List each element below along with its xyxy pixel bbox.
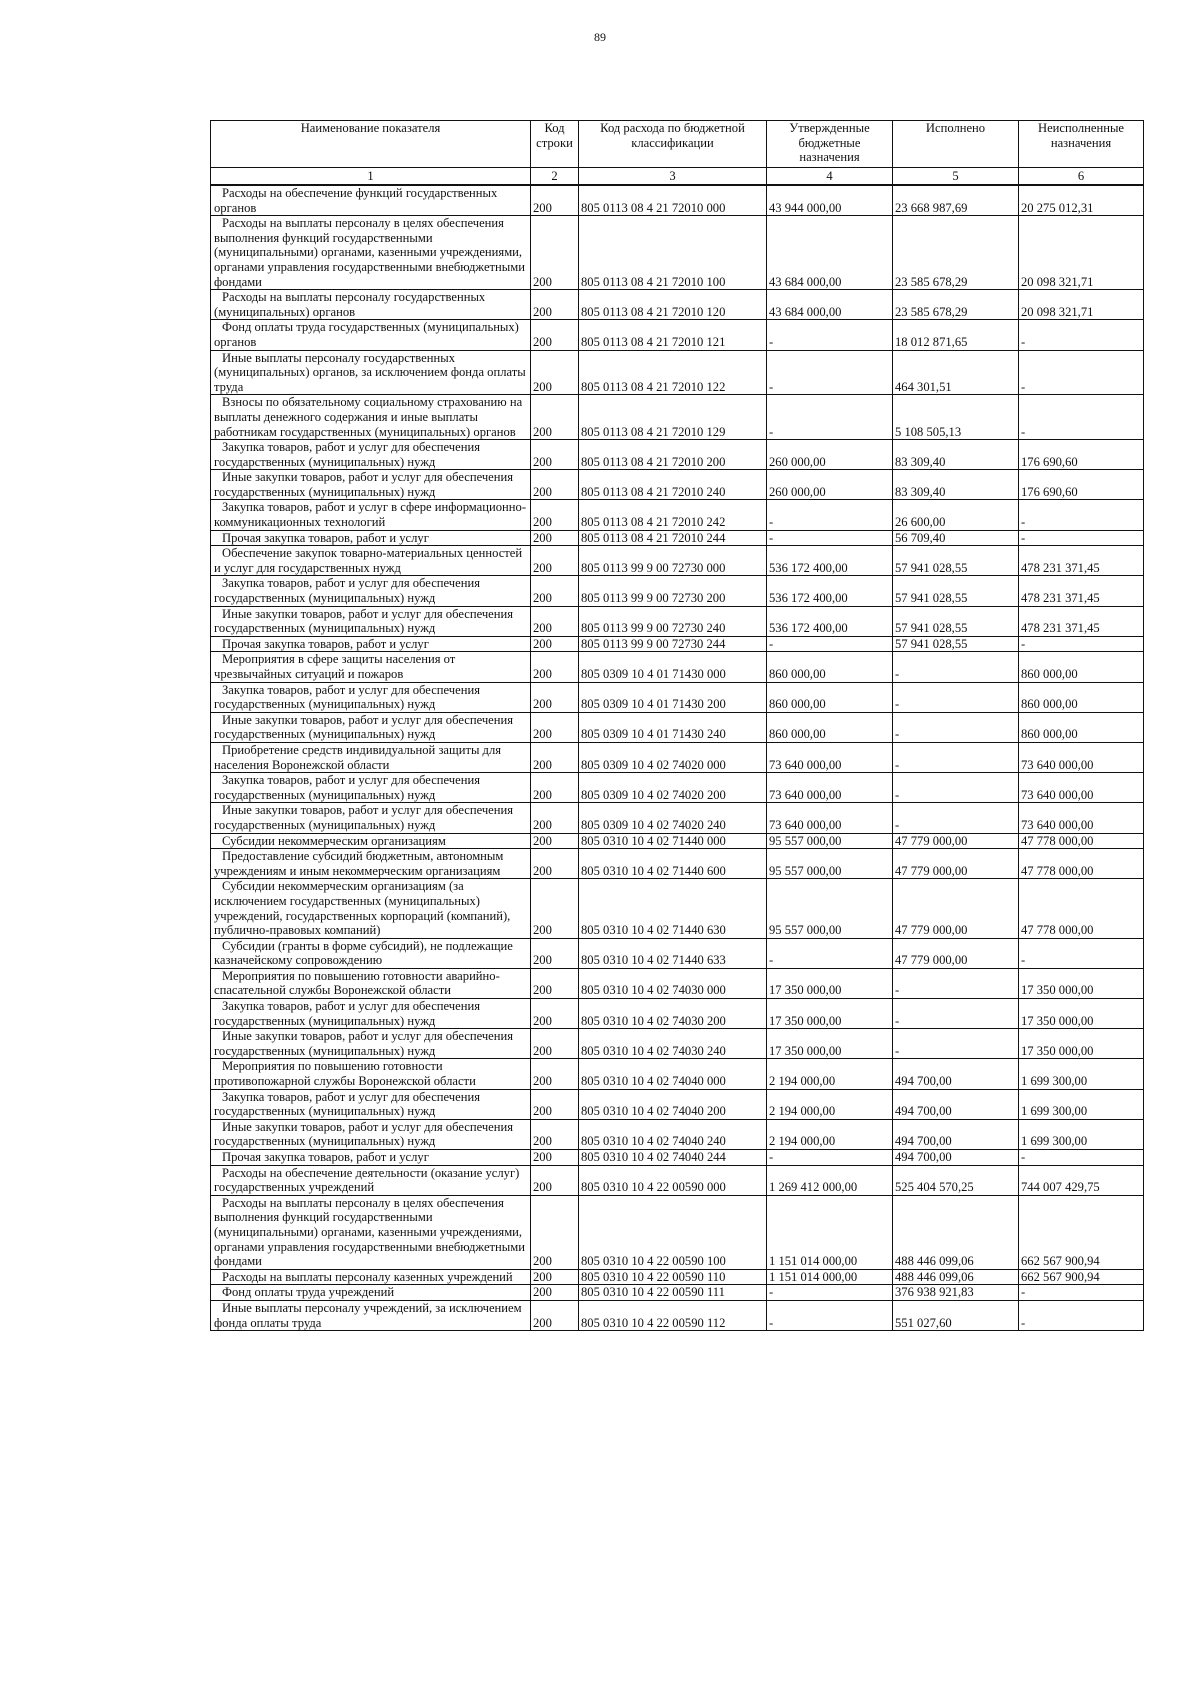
row-budget-class-code: 805 0310 10 4 02 74040 200 [579, 1089, 767, 1119]
row-line-code: 200 [531, 1195, 579, 1269]
row-budget-class-code: 805 0113 08 4 21 72010 240 [579, 470, 767, 500]
row-approved: - [767, 350, 893, 395]
row-name: Иные закупки товаров, работ и услуг для обеспечения государственных (муниципальных) нужд [211, 1029, 531, 1059]
row-budget-class-code: 805 0309 10 4 02 74020 000 [579, 742, 767, 772]
table-row [211, 546, 1144, 576]
row-approved: - [767, 938, 893, 968]
row-executed: - [893, 968, 1019, 998]
row-executed: 56 709,40 [893, 530, 1019, 546]
row-name: Закупка товаров, работ и услуг для обеспечения государственных (муниципальных) нужд [211, 999, 531, 1029]
row-approved: 17 350 000,00 [767, 999, 893, 1029]
row-unexecuted: 662 567 900,94 [1019, 1195, 1144, 1269]
row-unexecuted: 73 640 000,00 [1019, 773, 1144, 803]
row-unexecuted: - [1019, 1285, 1144, 1301]
row-approved: 95 557 000,00 [767, 849, 893, 879]
row-line-code: 200 [531, 1300, 579, 1330]
row-name: Взносы по обязательному социальному страхованию на выплаты денежного содержания и иные выплаты работникам государственных (муниципальных) органов [211, 395, 531, 440]
table-row [211, 999, 1144, 1029]
row-unexecuted: - [1019, 636, 1144, 652]
row-name: Субсидии (гранты в форме субсидий), не подлежащие казначейскому сопровождению [211, 938, 531, 968]
table-row [211, 636, 1144, 652]
row-line-code: 200 [531, 290, 579, 320]
table-row [211, 1059, 1144, 1089]
row-approved: 95 557 000,00 [767, 879, 893, 938]
table-row [211, 773, 1144, 803]
row-executed: - [893, 1029, 1019, 1059]
row-unexecuted: 860 000,00 [1019, 682, 1144, 712]
row-executed: 57 941 028,55 [893, 606, 1019, 636]
row-executed: - [893, 682, 1019, 712]
row-approved: 860 000,00 [767, 652, 893, 682]
row-budget-class-code: 805 0310 10 4 22 00590 110 [579, 1269, 767, 1285]
column-number: 3 [579, 168, 767, 186]
row-approved: 2 194 000,00 [767, 1059, 893, 1089]
row-name: Предоставление субсидий бюджетным, автономным учреждениям и иным некоммерческим организациям [211, 849, 531, 879]
row-executed: 83 309,40 [893, 470, 1019, 500]
row-line-code: 200 [531, 849, 579, 879]
row-line-code: 200 [531, 682, 579, 712]
row-budget-class-code: 805 0113 99 9 00 72730 200 [579, 576, 767, 606]
row-budget-class-code: 805 0113 08 4 21 72010 120 [579, 290, 767, 320]
row-approved: 1 151 014 000,00 [767, 1195, 893, 1269]
row-executed: 525 404 570,25 [893, 1165, 1019, 1195]
row-budget-class-code: 805 0309 10 4 01 71430 200 [579, 682, 767, 712]
row-unexecuted: 17 350 000,00 [1019, 1029, 1144, 1059]
row-line-code: 200 [531, 216, 579, 290]
header-approved: Утвержденные бюджетные назначения [767, 121, 893, 168]
row-name: Прочая закупка товаров, работ и услуг [211, 530, 531, 546]
row-line-code: 200 [531, 803, 579, 833]
row-executed: 47 779 000,00 [893, 879, 1019, 938]
row-approved: 43 944 000,00 [767, 185, 893, 216]
row-name: Расходы на выплаты персоналу казенных учреждений [211, 1269, 531, 1285]
table-row [211, 440, 1144, 470]
row-approved: 1 151 014 000,00 [767, 1269, 893, 1285]
table-row [211, 290, 1144, 320]
row-line-code: 200 [531, 320, 579, 350]
row-line-code: 200 [531, 1285, 579, 1301]
row-approved: 2 194 000,00 [767, 1089, 893, 1119]
row-budget-class-code: 805 0310 10 4 02 71440 600 [579, 849, 767, 879]
header-budget-class-code: Код расхода по бюджетной классификации [579, 121, 767, 168]
row-unexecuted: 20 098 321,71 [1019, 216, 1144, 290]
row-budget-class-code: 805 0309 10 4 02 74020 240 [579, 803, 767, 833]
table-row [211, 1165, 1144, 1195]
row-line-code: 200 [531, 652, 579, 682]
row-name: Иные закупки товаров, работ и услуг для обеспечения государственных (муниципальных) нужд [211, 803, 531, 833]
row-budget-class-code: 805 0309 10 4 01 71430 240 [579, 712, 767, 742]
row-approved: - [767, 1150, 893, 1166]
row-unexecuted: 20 098 321,71 [1019, 290, 1144, 320]
row-name: Закупка товаров, работ и услуг в сфере информационно-коммуникационных технологий [211, 500, 531, 530]
row-budget-class-code: 805 0310 10 4 02 74030 240 [579, 1029, 767, 1059]
row-line-code: 200 [531, 938, 579, 968]
row-name: Обеспечение закупок товарно-материальных ценностей и услуг для государственных нужд [211, 546, 531, 576]
row-unexecuted: 20 275 012,31 [1019, 185, 1144, 216]
row-name: Мероприятия по повышению готовности противопожарной службы Воронежской области [211, 1059, 531, 1089]
row-line-code: 200 [531, 470, 579, 500]
row-approved: 73 640 000,00 [767, 803, 893, 833]
row-budget-class-code: 805 0310 10 4 22 00590 100 [579, 1195, 767, 1269]
table-row [211, 1150, 1144, 1166]
column-number: 6 [1019, 168, 1144, 186]
row-line-code: 200 [531, 833, 579, 849]
column-number: 1 [211, 168, 531, 186]
column-number: 5 [893, 168, 1019, 186]
row-line-code: 200 [531, 879, 579, 938]
row-budget-class-code: 805 0310 10 4 02 71440 630 [579, 879, 767, 938]
row-budget-class-code: 805 0113 99 9 00 72730 240 [579, 606, 767, 636]
row-name: Закупка товаров, работ и услуг для обеспечения государственных (муниципальных) нужд [211, 773, 531, 803]
row-executed: 83 309,40 [893, 440, 1019, 470]
row-executed: 57 941 028,55 [893, 636, 1019, 652]
row-executed: - [893, 773, 1019, 803]
row-budget-class-code: 805 0310 10 4 02 71440 633 [579, 938, 767, 968]
row-unexecuted: - [1019, 530, 1144, 546]
row-name: Расходы на обеспечение функций государственных органов [211, 185, 531, 216]
table-row [211, 1195, 1144, 1269]
row-executed: 57 941 028,55 [893, 546, 1019, 576]
row-name: Закупка товаров, работ и услуг для обеспечения государственных (муниципальных) нужд [211, 682, 531, 712]
row-name: Расходы на выплаты персоналу в целях обеспечения выполнения функций государственными (муниципальными) органами, казенными учреждениями, органами управления государственными внебюджетными фондами [211, 216, 531, 290]
row-approved: 17 350 000,00 [767, 968, 893, 998]
row-name: Расходы на выплаты персоналу государственных (муниципальных) органов [211, 290, 531, 320]
row-line-code: 200 [531, 1165, 579, 1195]
row-budget-class-code: 805 0113 08 4 21 72010 121 [579, 320, 767, 350]
row-unexecuted: 73 640 000,00 [1019, 742, 1144, 772]
row-unexecuted: 1 699 300,00 [1019, 1089, 1144, 1119]
row-line-code: 200 [531, 350, 579, 395]
row-line-code: 200 [531, 185, 579, 216]
row-line-code: 200 [531, 1150, 579, 1166]
row-name: Приобретение средств индивидуальной защиты для населения Воронежской области [211, 742, 531, 772]
row-budget-class-code: 805 0310 10 4 22 00590 112 [579, 1300, 767, 1330]
row-line-code: 200 [531, 1269, 579, 1285]
row-line-code: 200 [531, 773, 579, 803]
row-unexecuted: 1 699 300,00 [1019, 1059, 1144, 1089]
table-row [211, 350, 1144, 395]
budget-execution-table [210, 120, 1144, 1331]
row-approved: 1 269 412 000,00 [767, 1165, 893, 1195]
row-executed: 5 108 505,13 [893, 395, 1019, 440]
row-approved: 860 000,00 [767, 712, 893, 742]
row-budget-class-code: 805 0309 10 4 02 74020 200 [579, 773, 767, 803]
table-row [211, 1029, 1144, 1059]
table-row [211, 320, 1144, 350]
row-line-code: 200 [531, 1029, 579, 1059]
row-name: Иные закупки товаров, работ и услуг для обеспечения государственных (муниципальных) нужд [211, 1119, 531, 1149]
row-line-code: 200 [531, 968, 579, 998]
table-row [211, 652, 1144, 682]
row-unexecuted: - [1019, 938, 1144, 968]
row-approved: - [767, 1285, 893, 1301]
row-budget-class-code: 805 0310 10 4 22 00590 000 [579, 1165, 767, 1195]
row-name: Прочая закупка товаров, работ и услуг [211, 636, 531, 652]
row-budget-class-code: 805 0113 08 4 21 72010 122 [579, 350, 767, 395]
row-unexecuted: 662 567 900,94 [1019, 1269, 1144, 1285]
table-row [211, 1300, 1144, 1330]
row-approved: 95 557 000,00 [767, 833, 893, 849]
row-line-code: 200 [531, 1119, 579, 1149]
row-unexecuted: 860 000,00 [1019, 652, 1144, 682]
row-executed: 494 700,00 [893, 1089, 1019, 1119]
row-approved: 536 172 400,00 [767, 606, 893, 636]
row-budget-class-code: 805 0113 08 4 21 72010 244 [579, 530, 767, 546]
table-row [211, 216, 1144, 290]
row-unexecuted: 478 231 371,45 [1019, 576, 1144, 606]
row-approved: - [767, 395, 893, 440]
row-name: Субсидии некоммерческим организациям (за исключением государственных (муниципальных) учреждений, государственных корпораций (компаний), публично-правовых компаний) [211, 879, 531, 938]
row-executed: 18 012 871,65 [893, 320, 1019, 350]
header-executed: Исполнено [893, 121, 1019, 168]
row-name: Иные закупки товаров, работ и услуг для обеспечения государственных (муниципальных) нужд [211, 606, 531, 636]
row-executed: 47 779 000,00 [893, 938, 1019, 968]
row-executed: 376 938 921,83 [893, 1285, 1019, 1301]
row-approved: 73 640 000,00 [767, 742, 893, 772]
table-row [211, 1285, 1144, 1301]
row-name: Прочая закупка товаров, работ и услуг [211, 1150, 531, 1166]
row-unexecuted: 47 778 000,00 [1019, 879, 1144, 938]
row-name: Субсидии некоммерческим организациям [211, 833, 531, 849]
row-approved: - [767, 500, 893, 530]
row-budget-class-code: 805 0113 08 4 21 72010 129 [579, 395, 767, 440]
row-name: Закупка товаров, работ и услуг для обеспечения государственных (муниципальных) нужд [211, 576, 531, 606]
table-row [211, 576, 1144, 606]
row-name: Иные выплаты персоналу государственных (муниципальных) органов, за исключением фонда оплаты труда [211, 350, 531, 395]
row-name: Расходы на выплаты персоналу в целях обеспечения выполнения функций государственными (муниципальными) органами, казенными учреждениями, органами управления государственными внебюджетными фондами [211, 1195, 531, 1269]
column-number: 4 [767, 168, 893, 186]
row-line-code: 200 [531, 636, 579, 652]
table-row [211, 185, 1144, 216]
row-line-code: 200 [531, 440, 579, 470]
column-number: 2 [531, 168, 579, 186]
table-row [211, 879, 1144, 938]
row-unexecuted: - [1019, 395, 1144, 440]
row-unexecuted: 17 350 000,00 [1019, 999, 1144, 1029]
table-row [211, 470, 1144, 500]
row-budget-class-code: 805 0310 10 4 02 74030 200 [579, 999, 767, 1029]
row-executed: 23 668 987,69 [893, 185, 1019, 216]
row-approved: 43 684 000,00 [767, 290, 893, 320]
row-unexecuted: - [1019, 320, 1144, 350]
table-row [211, 742, 1144, 772]
row-approved: 260 000,00 [767, 470, 893, 500]
table-header-row [211, 121, 1144, 168]
table-row [211, 395, 1144, 440]
row-unexecuted: - [1019, 350, 1144, 395]
row-approved: 2 194 000,00 [767, 1119, 893, 1149]
row-unexecuted: 47 778 000,00 [1019, 833, 1144, 849]
row-budget-class-code: 805 0310 10 4 02 71440 000 [579, 833, 767, 849]
row-unexecuted: 73 640 000,00 [1019, 803, 1144, 833]
row-budget-class-code: 805 0309 10 4 01 71430 000 [579, 652, 767, 682]
row-unexecuted: 176 690,60 [1019, 440, 1144, 470]
row-approved: - [767, 530, 893, 546]
row-line-code: 200 [531, 546, 579, 576]
row-budget-class-code: 805 0113 08 4 21 72010 242 [579, 500, 767, 530]
table-row [211, 938, 1144, 968]
row-name: Закупка товаров, работ и услуг для обеспечения государственных (муниципальных) нужд [211, 440, 531, 470]
row-approved: 260 000,00 [767, 440, 893, 470]
row-line-code: 200 [531, 712, 579, 742]
row-name: Иные выплаты персоналу учреждений, за исключением фонда оплаты труда [211, 1300, 531, 1330]
row-unexecuted: 176 690,60 [1019, 470, 1144, 500]
row-budget-class-code: 805 0113 08 4 21 72010 200 [579, 440, 767, 470]
row-approved: 43 684 000,00 [767, 216, 893, 290]
row-line-code: 200 [531, 500, 579, 530]
table-row [211, 712, 1144, 742]
row-line-code: 200 [531, 576, 579, 606]
row-executed: 47 779 000,00 [893, 833, 1019, 849]
row-line-code: 200 [531, 999, 579, 1029]
row-line-code: 200 [531, 1089, 579, 1119]
row-name: Мероприятия в сфере защиты населения от чрезвычайных ситуаций и пожаров [211, 652, 531, 682]
row-line-code: 200 [531, 606, 579, 636]
row-approved: - [767, 320, 893, 350]
row-approved: 536 172 400,00 [767, 546, 893, 576]
row-line-code: 200 [531, 395, 579, 440]
row-budget-class-code: 805 0310 10 4 22 00590 111 [579, 1285, 767, 1301]
row-name: Фонд оплаты труда государственных (муниципальных) органов [211, 320, 531, 350]
row-budget-class-code: 805 0113 08 4 21 72010 000 [579, 185, 767, 216]
row-unexecuted: 17 350 000,00 [1019, 968, 1144, 998]
row-executed: 551 027,60 [893, 1300, 1019, 1330]
table-row [211, 606, 1144, 636]
table-row [211, 1269, 1144, 1285]
row-approved: - [767, 636, 893, 652]
row-approved: 536 172 400,00 [767, 576, 893, 606]
row-unexecuted: - [1019, 1150, 1144, 1166]
column-numbers-row [211, 168, 1144, 186]
page-number: 89 [594, 30, 606, 44]
row-executed: 26 600,00 [893, 500, 1019, 530]
row-name: Фонд оплаты труда учреждений [211, 1285, 531, 1301]
row-executed: 494 700,00 [893, 1059, 1019, 1089]
row-budget-class-code: 805 0113 08 4 21 72010 100 [579, 216, 767, 290]
row-executed: 494 700,00 [893, 1150, 1019, 1166]
row-name: Расходы на обеспечение деятельности (оказание услуг) государственных учреждений [211, 1165, 531, 1195]
table-body [211, 185, 1144, 1331]
row-executed: 57 941 028,55 [893, 576, 1019, 606]
row-approved: 860 000,00 [767, 682, 893, 712]
row-executed: - [893, 803, 1019, 833]
row-budget-class-code: 805 0310 10 4 02 74030 000 [579, 968, 767, 998]
row-unexecuted: 1 699 300,00 [1019, 1119, 1144, 1149]
row-approved: 73 640 000,00 [767, 773, 893, 803]
row-budget-class-code: 805 0113 99 9 00 72730 244 [579, 636, 767, 652]
row-line-code: 200 [531, 742, 579, 772]
header-line-code: Код строки [531, 121, 579, 168]
row-unexecuted: 478 231 371,45 [1019, 606, 1144, 636]
row-unexecuted: 860 000,00 [1019, 712, 1144, 742]
row-name: Иные закупки товаров, работ и услуг для обеспечения государственных (муниципальных) нужд [211, 470, 531, 500]
row-executed: 488 446 099,06 [893, 1269, 1019, 1285]
row-name: Закупка товаров, работ и услуг для обеспечения государственных (муниципальных) нужд [211, 1089, 531, 1119]
row-budget-class-code: 805 0113 99 9 00 72730 000 [579, 546, 767, 576]
row-unexecuted: 744 007 429,75 [1019, 1165, 1144, 1195]
row-executed: - [893, 712, 1019, 742]
table-row [211, 500, 1144, 530]
row-executed: - [893, 652, 1019, 682]
table-row [211, 833, 1144, 849]
table-row [211, 968, 1144, 998]
row-name: Мероприятия по повышению готовности аварийно-спасательной службы Воронежской области [211, 968, 531, 998]
table-row [211, 1089, 1144, 1119]
row-budget-class-code: 805 0310 10 4 02 74040 240 [579, 1119, 767, 1149]
row-unexecuted: 478 231 371,45 [1019, 546, 1144, 576]
row-executed: 47 779 000,00 [893, 849, 1019, 879]
row-executed: 488 446 099,06 [893, 1195, 1019, 1269]
row-name: Иные закупки товаров, работ и услуг для обеспечения государственных (муниципальных) нужд [211, 712, 531, 742]
row-executed: 23 585 678,29 [893, 216, 1019, 290]
table-row [211, 849, 1144, 879]
row-unexecuted: - [1019, 1300, 1144, 1330]
row-executed: - [893, 742, 1019, 772]
row-executed: - [893, 999, 1019, 1029]
row-line-code: 200 [531, 1059, 579, 1089]
row-unexecuted: - [1019, 500, 1144, 530]
row-unexecuted: 47 778 000,00 [1019, 849, 1144, 879]
table-row [211, 803, 1144, 833]
row-executed: 494 700,00 [893, 1119, 1019, 1149]
row-budget-class-code: 805 0310 10 4 02 74040 000 [579, 1059, 767, 1089]
header-indicator-name: Наименование показателя [211, 121, 531, 168]
row-budget-class-code: 805 0310 10 4 02 74040 244 [579, 1150, 767, 1166]
row-executed: 464 301,51 [893, 350, 1019, 395]
table-row [211, 1119, 1144, 1149]
table-row [211, 530, 1144, 546]
row-approved: 17 350 000,00 [767, 1029, 893, 1059]
row-approved: - [767, 1300, 893, 1330]
row-executed: 23 585 678,29 [893, 290, 1019, 320]
table-row [211, 682, 1144, 712]
header-unexecuted: Неисполненные назначения [1019, 121, 1144, 168]
row-line-code: 200 [531, 530, 579, 546]
